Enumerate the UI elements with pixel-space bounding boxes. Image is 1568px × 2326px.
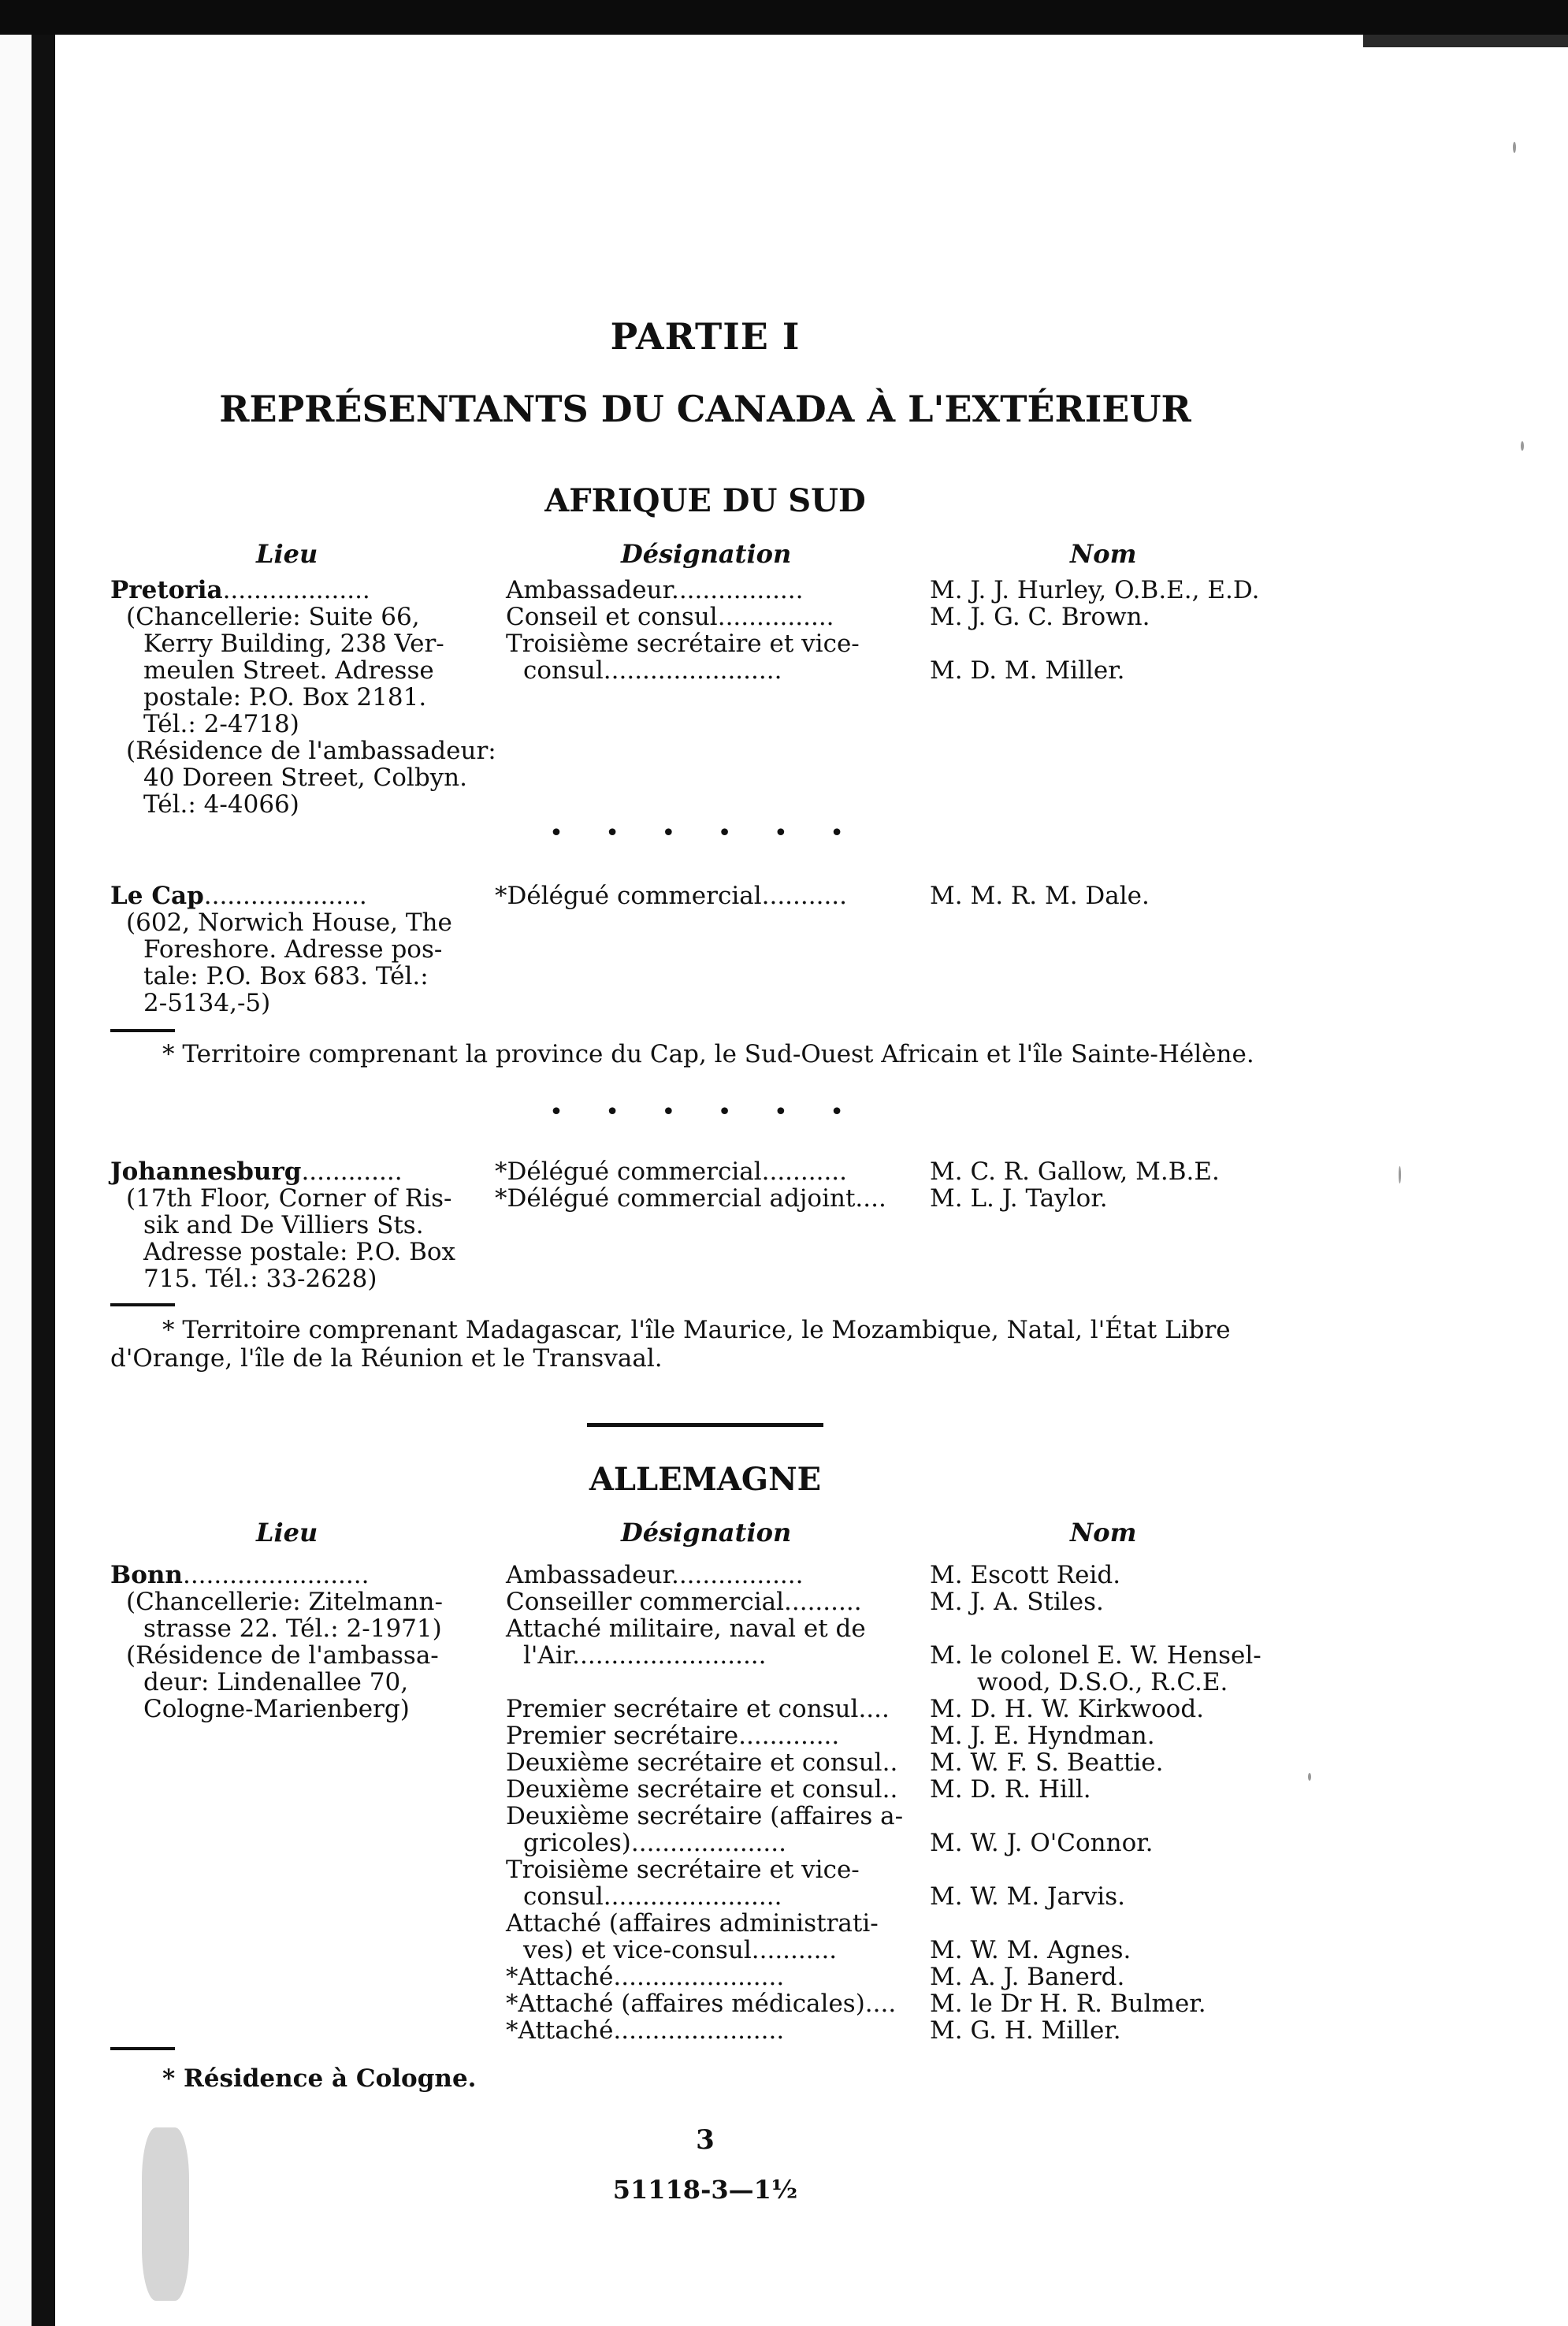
address-line: deur: Lindenallee 70, [143,1668,409,1696]
place-name: Le Cap [110,882,204,910]
name-line: M. Escott Reid. [930,1561,1121,1589]
designation-line: *Délégué commercial........... [495,882,848,910]
place-name: Johannesburg [110,1157,302,1186]
designation-line: consul....................... [523,656,782,685]
footnote-rule [110,2047,175,2050]
designation-line: Deuxième secrétaire (affaires a- [506,1802,904,1830]
leader-dots: ................... [222,576,370,604]
name-line: M. J. G. C. Brown. [930,603,1150,631]
column-header-nom: Nom [1070,539,1137,569]
pretoria-names [930,577,1300,684]
scan-left-margin [0,35,32,2326]
address-line: (17th Floor, Corner of Ris- [126,1184,452,1213]
address-line: 2-5134,-5) [143,989,271,1017]
scan-left-border [32,35,55,2326]
designation-line: Attaché militaire, naval et de [506,1614,866,1643]
footnote-bonn: * Résidence à Cologne. [162,2064,477,2093]
designation-line: Premier secrétaire et consul.... [506,1695,890,1723]
part-heading: PARTIE I [610,315,801,358]
bonn-names [930,1562,1300,2044]
country-heading-germany: ALLEMAGNE [589,1461,822,1498]
name-line: M. C. R. Gallow, M.B.E. [930,1157,1220,1186]
footnote-rule [110,1303,175,1306]
designation-line: *Attaché...................... [506,2016,785,2045]
footnote-lecap: * Territoire comprenant la province du Cap, le Sud-Ouest Africain et l'île Sainte-Hélène. [162,1040,1254,1068]
address-line: (Résidence de l'ambassa- [126,1641,439,1670]
designation-line: *Attaché...................... [506,1963,785,1991]
designation-line: Attaché (affaires administrati- [506,1909,879,1938]
address-line: (Résidence de l'ambassadeur: [126,737,496,765]
address-line: Foreshore. Adresse pos- [143,935,443,964]
scan-speck [1308,1773,1311,1781]
leader-dots: ........................ [182,1561,370,1589]
address-line: sik and De Villiers Sts. [143,1211,424,1239]
name-line: M. le colonel E. W. Hensel- [930,1641,1261,1670]
designation-line: *Délégué commercial adjoint.... [495,1184,886,1213]
page-number: 3 [696,2124,715,2156]
designation-line: ves) et vice-consul........... [523,1936,838,1964]
name-line: M. G. H. Miller. [930,2016,1121,2045]
name-line: M. J. J. Hurley, O.B.E., E.D. [930,576,1260,604]
johannesburg-names [930,1158,1300,1212]
printer-code: 51118-3—1½ [612,2175,798,2205]
place-name: Pretoria [110,576,223,604]
scan-speck [1399,1166,1401,1183]
designation-line: Troisième secrétaire et vice- [506,630,860,658]
johannesburg-designations [495,1158,889,1212]
address-line: 40 Doreen Street, Colbyn. [143,764,467,792]
name-line: wood, D.S.O., R.C.E. [977,1668,1228,1696]
address-line: strasse 22. Tél.: 2-1971) [143,1614,442,1643]
designation-line: gricoles).................... [523,1829,786,1857]
name-line: M. A. J. Banerd. [930,1963,1125,1991]
pretoria-location [110,576,496,819]
lecap-designations [495,882,889,909]
address-line: Cologne-Marienberg) [143,1695,410,1723]
lecap-location [110,882,481,1016]
lecap-names [930,882,1300,909]
designation-line: Deuxième secrétaire et consul.. [506,1748,898,1777]
address-line: Kerry Building, 238 Ver- [143,630,444,658]
designation-line: Premier secrétaire............. [506,1722,840,1750]
name-line: M. W. J. O'Connor. [930,1829,1154,1857]
designation-line: consul....................... [523,1882,782,1911]
bonn-designations [506,1561,904,2045]
designation-line: Conseiller commercial.......... [506,1588,862,1616]
column-header-designation: Désignation [621,1518,792,1548]
section-separator-dots: • • • • • • [549,819,861,847]
name-line: M. D. H. W. Kirkwood. [930,1695,1205,1723]
place-name: Bonn [110,1561,183,1589]
address-line: (Chancellerie: Suite 66, [126,603,420,631]
column-header-designation: Désignation [621,539,792,569]
designation-line: l'Air......................... [523,1641,767,1670]
address-line: Adresse postale: P.O. Box [143,1238,455,1266]
address-line: (602, Norwich House, The [126,908,452,937]
column-header-nom: Nom [1070,1518,1137,1548]
address-line: tale: P.O. Box 683. Tél.: [143,962,429,990]
name-line: M. J. A. Stiles. [930,1588,1104,1616]
designation-line: Troisième secrétaire et vice- [506,1856,860,1884]
scan-top-border-shadow [1363,35,1568,47]
designation-line: Deuxième secrétaire et consul.. [506,1775,898,1804]
bonn-location [110,1562,481,1722]
designation-line: *Attaché (affaires médicales).... [506,1990,897,2018]
address-line: meulen Street. Adresse [143,656,434,685]
footnote-johannesburg-2: d'Orange, l'île de la Réunion et le Transvaal. [110,1344,663,1373]
name-line: M. D. M. Miller. [930,656,1125,685]
address-line: (Chancellerie: Zitelmann- [126,1588,443,1616]
document-title: REPRÉSENTANTS DU CANADA À L'EXTÉRIEUR [219,388,1191,430]
designation-line: *Délégué commercial........... [495,1157,848,1186]
address-line: Tél.: 2-4718) [143,710,299,738]
designation-line: Ambassadeur................. [506,1561,804,1589]
johannesburg-location [110,1158,481,1292]
name-line: M. W. M. Jarvis. [930,1882,1125,1911]
page [110,0,1300,2326]
scan-smudge [142,2127,189,2301]
scan-speck [1513,142,1516,153]
address-line: Tél.: 4-4066) [143,790,299,819]
section-separator-dots: • • • • • • [549,1098,861,1126]
designation-line: Conseil et consul............... [506,603,834,631]
name-line: M. W. F. S. Beattie. [930,1748,1164,1777]
section-divider [587,1423,823,1427]
address-line: postale: P.O. Box 2181. [143,683,427,712]
leader-dots: ..................... [203,882,367,910]
footnote-rule [110,1029,175,1032]
footnote-johannesburg-1: * Territoire comprenant Madagascar, l'île Maurice, le Mozambique, Natal, l'État Libre [162,1316,1231,1344]
column-header-lieu: Lieu [256,539,318,569]
designation-line: Ambassadeur................. [506,576,804,604]
scan-speck [1521,441,1524,451]
address-line: 715. Tél.: 33-2628) [143,1265,377,1293]
name-line: M. L. J. Taylor. [930,1184,1108,1213]
name-line: M. J. E. Hyndman. [930,1722,1155,1750]
name-line: M. D. R. Hill. [930,1775,1091,1804]
leader-dots: ............. [301,1157,403,1186]
column-header-lieu: Lieu [256,1518,318,1548]
country-heading-south-africa: AFRIQUE DU SUD [544,482,866,519]
name-line: M. le Dr H. R. Bulmer. [930,1990,1206,2018]
pretoria-designations [506,577,900,684]
name-line: M. W. M. Agnes. [930,1936,1131,1964]
name-line: M. M. R. M. Dale. [930,882,1150,910]
